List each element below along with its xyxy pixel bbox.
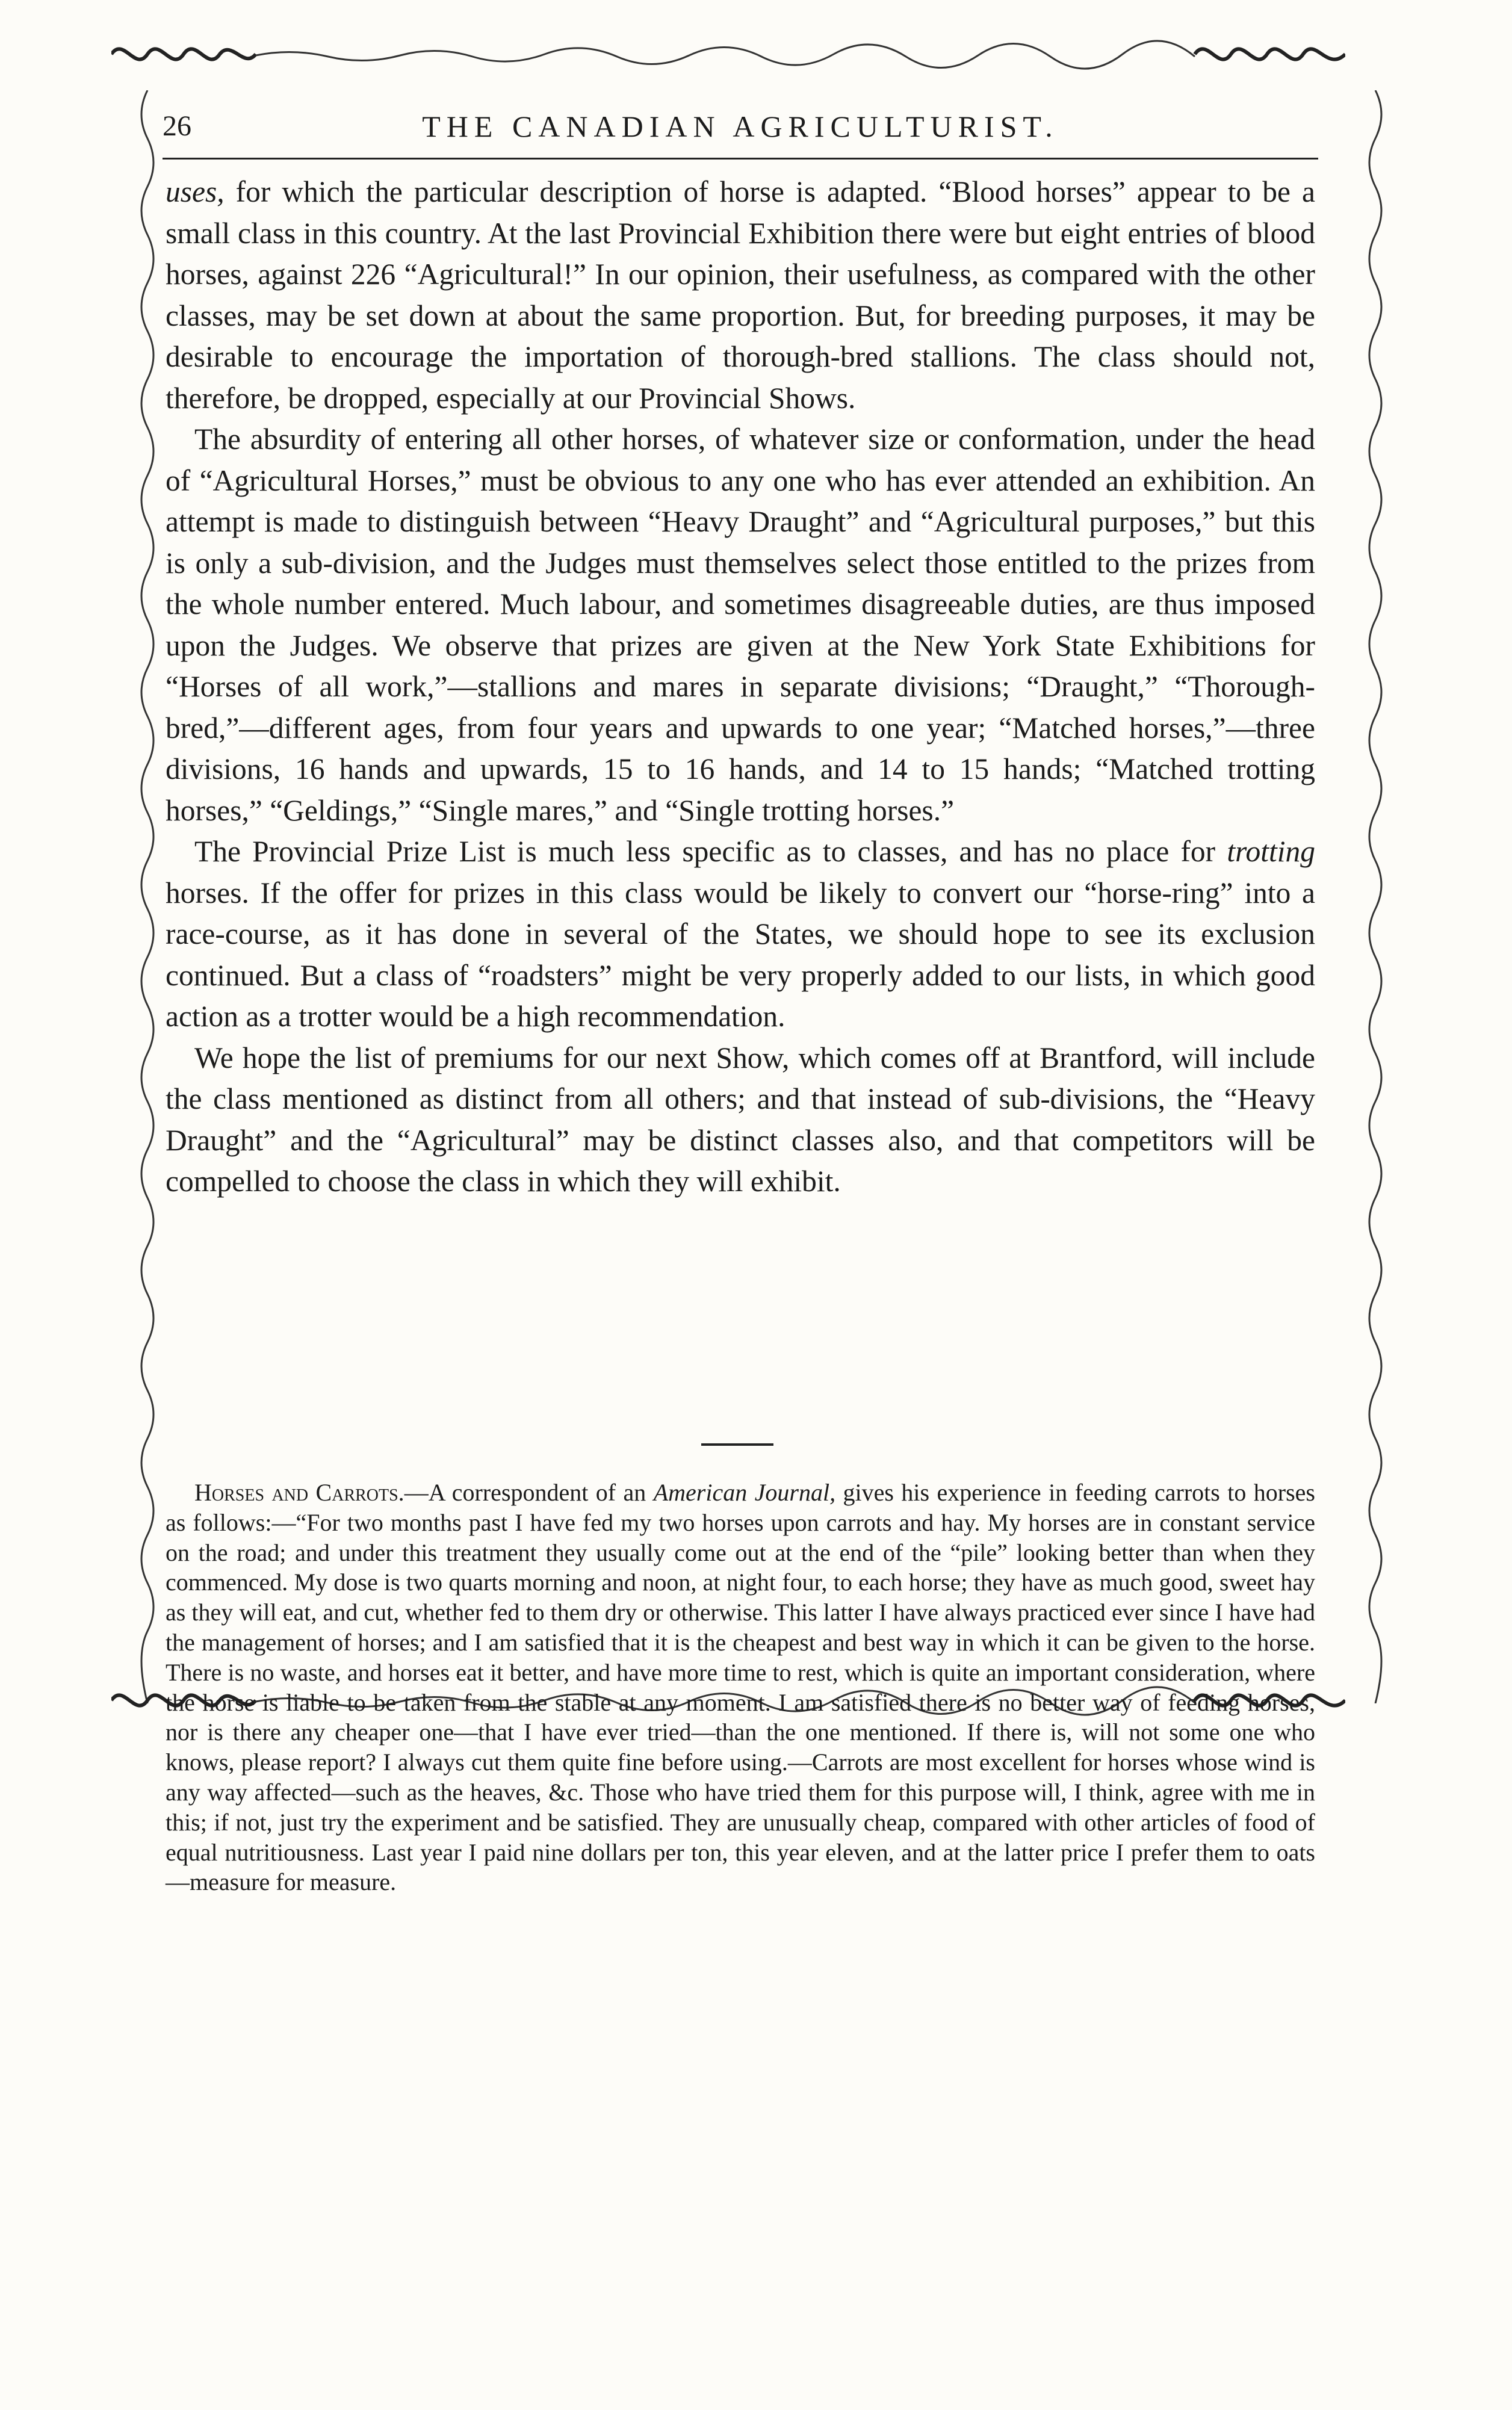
article-body [166, 172, 1315, 1203]
article-paragraph-4: We hope the list of premiums for our next Show, which comes off at Brantford, will include the class mentioned as distinct from all others; and that instead of sub-divisions, the “Heavy Draught” and the “Agricultural” may be distinct classes also, and that competitors will be compelled to choose the class in which they will exhibit. [166, 1041, 1315, 1198]
note-text-before: —A correspondent of an [404, 1479, 654, 1506]
paragraph-3-before: The Provincial Prize List is much less specific as to classes, and has no place for [194, 835, 1227, 868]
journal-title: THE CANADIAN AGRICULTURIST. [422, 110, 1059, 143]
section-divider [701, 1443, 773, 1446]
paragraph-3-italic: trotting [1227, 835, 1315, 868]
note-italic-source: American Journal, [653, 1479, 836, 1506]
article-paragraph-2: The absurdity of entering all other horses, of whatever size or conformation, under the head of “Agricultural Horses,” must be obvious to any one who has ever attended an exhibition. An attempt is made to distinguish between “Heavy Draught” and “Agricultural purposes,” but this is only a sub-division, and the Judges must themselves select those entitled to the prizes from the whole number entered. Much labour, and sometimes disagreeable duties, are thus imposed upon the Judges. We observe that prizes are given at the New York State Exhibitions for “Horses of all work,”—stallions and mares in separate divisions; “Draught,” “Thorough-bred,”—different ages, from four years and upwards to one year; “Matched horses,”—three divisions, 16 hands and upwards, 15 to 16 hands, and 14 to 15 hands; “Matched trotting horses,” “Geldings,” “Single mares,” and “Single trotting horses.” [166, 423, 1315, 827]
note-text-after: gives his experience in feeding carrots to horses as follows:—“For two months past I have fed my two horses upon carrots and hay. My horses are in constant service on the road; and under this treatment they usually come out at the end of the “pile” looking better than when they commenced. My dose is two quarts morning and noon, at night four, to each horse; they have as much good, sweet hay as they will eat, and cut, whether fed to them dry or otherwise. This latter I have always practiced ever since I have had the management of horses; and I am satisfied that it is the cheapest and best way in which it can be given to the horse. There is no waste, and horses eat it better, and have more time to rest, which is quite an important consideration, where the horse is liable to be taken from the stable at any moment. I am satisfied there is no better way of feeding horses, nor is there any cheaper one—that I have ever tried—than the one mentioned. If there is, will not some one who knows, please report? I always cut them quite fine before using.—Carrots are most excellent for horses whose wind is any way affected—such as the heaves, &c. Those who have tried them for this purpose will, I think, agree with me in this; if not, just try the experiment and be satisfied. They are unusually cheap, compared with other articles of food of equal nutritiousness. Last year I paid nine dollars per ton, this year eleven, and at the latter price I prefer them to oats—measure for measure. [166, 1479, 1315, 1896]
right-ornament-border [1357, 90, 1393, 1703]
page-number: 26 [163, 110, 191, 142]
lead-italic-word: uses, [166, 175, 225, 208]
horses-and-carrots-note [166, 1478, 1315, 1897]
note-heading: Horses and Carrots. [194, 1479, 404, 1506]
top-ornament-border [111, 36, 1345, 72]
left-ornament-border [129, 90, 166, 1703]
article-paragraph-1 [166, 172, 1315, 419]
article-paragraph-3 [166, 831, 1315, 1038]
paragraph-1-text: for which the particular description of horse is adapted. “Blood horses” appear to be a small class in this country. At the last Provincial Exhibition there were but eight entries of blood horses, against 226 “Agricultural!” In our opinion, their usefulness, as compared with the other classes, may be set down at about the same proportion. But, for breeding purposes, it may be desirable to encourage the importation of thorough-bred stallions. The class should not, therefore, be dropped, especially at our Provincial Shows. [166, 175, 1315, 415]
header-rule [163, 158, 1318, 160]
note-paragraph [166, 1478, 1315, 1897]
running-head [163, 102, 1318, 150]
paragraph-3-after: horses. If the offer for prizes in this class would be likely to convert our “horse-ring” into a race-course, as it has done in several of the States, we should hope to see its exclusion continued. But a class of “roadsters” might be very properly added to our lists, in which good action as a trotter would be a high recommendation. [166, 876, 1315, 1033]
